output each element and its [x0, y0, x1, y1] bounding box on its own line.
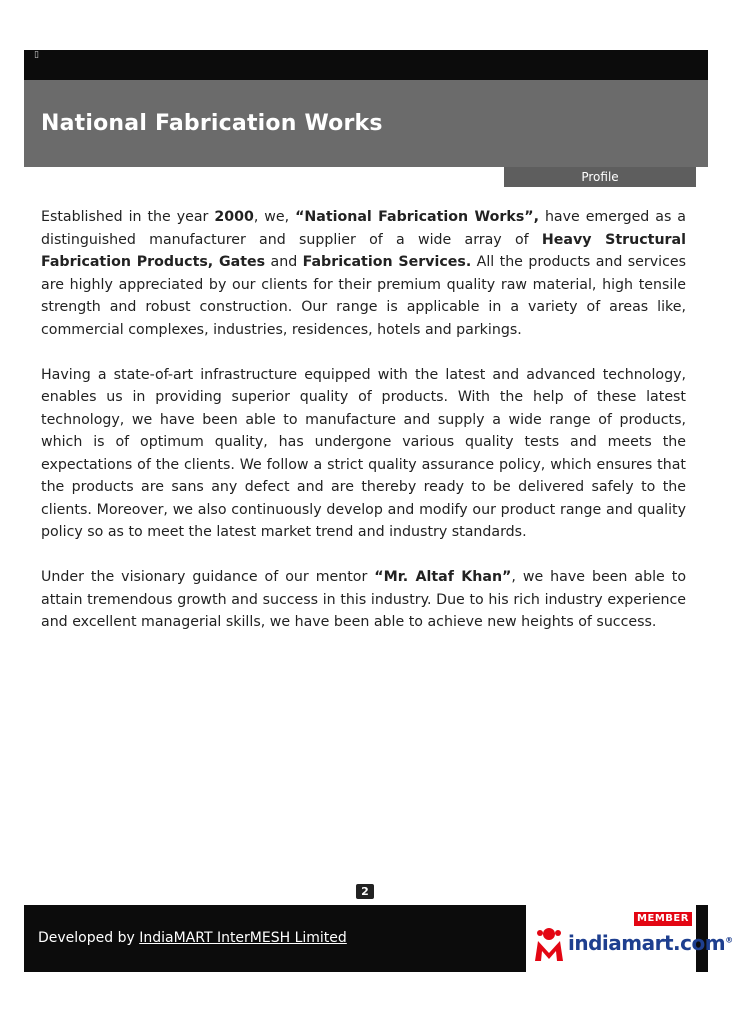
developer-link[interactable]: IndiaMART InterMESH Limited [139, 930, 347, 946]
profile-content [41, 206, 686, 656]
developed-by: Developed by IndiaMART InterMESH Limited [38, 930, 347, 946]
company-name: “National Fabrication Works”, [295, 209, 539, 225]
paragraph-infrastructure: Having a state-of-art infrastructure equipped with the latest and advanced technology, enables us in providing superior quality of products. With the help of these latest technology, we have been able to manufacture and supply a wide range of products, which is of optimum quality, has undergone various quality tests and meets the expectations of the clients. We follow a strict quality assurance policy, which ensures that the products are sans any defect and are thereby ready to be delivered safely to the clients. Moreover, we also continuously develop and modify our product range and quality policy so as to meet the latest market trend and industry standards. [41, 366, 686, 540]
paragraph-mentor: Under the visionary guidance of our mentor “Mr. Altaf Khan”, we have been able to attain tremendous growth and success in this industry. Due to his rich industry experience and excellent managerial skills, we have been able to achieve new heights of success. [41, 569, 686, 630]
member-badge: MEMBER [634, 912, 692, 926]
established-year: 2000 [214, 209, 254, 225]
indiamart-logo[interactable] [526, 905, 733, 972]
product-highlight-2: Fabrication Services. [302, 254, 472, 270]
corner-mark: ▯ [34, 50, 39, 60]
page-title: National Fabrication Works [41, 111, 383, 136]
product-highlight-1: Heavy Structural Fabrication Products, Gates [41, 231, 686, 270]
top-bar [24, 50, 708, 80]
logo-wordmark: indiamart.com® [568, 931, 733, 955]
indiamart-logo-icon [530, 925, 568, 963]
paragraph-intro: Established in the year 2000, we, “National Fabrication Works”, have emerged as a distinguished manufacturer and supplier of a wide array of Heavy Structural Fabrication Products, Gates and Fabrication Services. All the products and services are highly appreciated by our clients for their premium quality raw material, high tensile strength and robust construction. Our range is applicable in a variety of areas like, commercial complexes, industries, residences, hotels and parkings. [41, 209, 687, 338]
mentor-name: “Mr. Altaf Khan” [374, 569, 512, 585]
page-number: 2 [356, 884, 374, 899]
title-band [24, 80, 708, 167]
section-tab-profile: Profile [504, 167, 696, 187]
footer [24, 905, 733, 972]
